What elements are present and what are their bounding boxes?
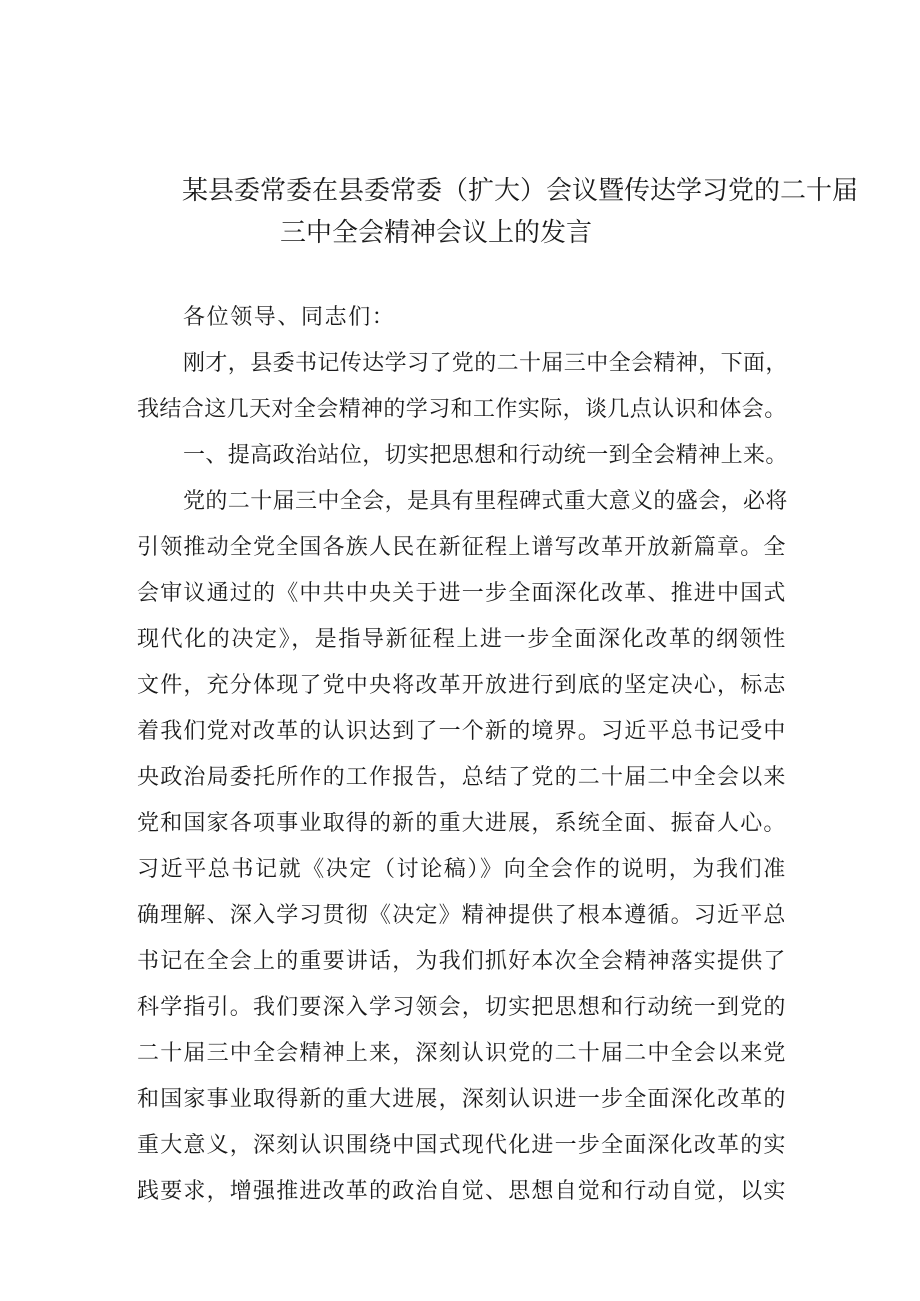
body-line: 习近平总书记就《决定（讨论稿）》向全会作的说明，为我们准	[137, 857, 787, 882]
body-line: 重大意义，深刻认识围绕中国式现代化进一步全面深化改革的实	[137, 1133, 787, 1158]
body-line: 科学指引。我们要深入学习领会，切实把思想和行动统一到党的	[137, 995, 787, 1020]
document-title-line-2: 三中全会精神会议上的发言	[280, 218, 593, 248]
body-line: 着我们党对改革的认识达到了一个新的境界。习近平总书记受中	[137, 719, 787, 744]
body-line: 我结合这几天对全会精神的学习和工作实际，谈几点认识和体会。	[137, 397, 787, 422]
body-line: 现代化的决定》，是指导新征程上进一步全面深化改革的纲领性	[137, 627, 787, 652]
section-heading: 一、提高政治站位，切实把思想和行动统一到全会精神上来。	[183, 443, 788, 468]
body-line: 会审议通过的《中共中央关于进一步全面深化改革、推进中国式	[137, 581, 787, 606]
body-line: 文件，充分体现了党中央将改革开放进行到底的坚定决心，标志	[137, 673, 787, 698]
body-line: 央政治局委托所作的工作报告，总结了党的二十届二中全会以来	[137, 765, 787, 790]
body-line: 践要求，增强推进改革的政治自觉、思想自觉和行动自觉，以实	[137, 1179, 787, 1204]
body-line: 引领推动全党全国各族人民在新征程上谱写改革开放新篇章。全	[137, 535, 787, 560]
salutation: 各位领导、同志们：	[183, 305, 396, 330]
body-line: 党和国家各项事业取得的新的重大进展，系统全面、振奋人心。	[137, 811, 787, 836]
body-line: 书记在全会上的重要讲话，为我们抓好本次全会精神落实提供了	[137, 949, 787, 974]
body-line: 刚才，县委书记传达学习了党的二十届三中全会精神，下面，	[183, 351, 788, 376]
document-title-line-1: 某县委常委在县委常委（扩大）会议暨传达学习党的二十届	[182, 176, 859, 206]
body-line: 二十届三中全会精神上来，深刻认识党的二十届二中全会以来党	[137, 1041, 787, 1066]
body-line: 党的二十届三中全会，是具有里程碑式重大意义的盛会，必将	[183, 489, 788, 514]
body-line: 和国家事业取得新的重大进展，深刻认识进一步全面深化改革的	[137, 1087, 787, 1112]
body-line: 确理解、深入学习贯彻《决定》精神提供了根本遵循。习近平总	[137, 903, 787, 928]
